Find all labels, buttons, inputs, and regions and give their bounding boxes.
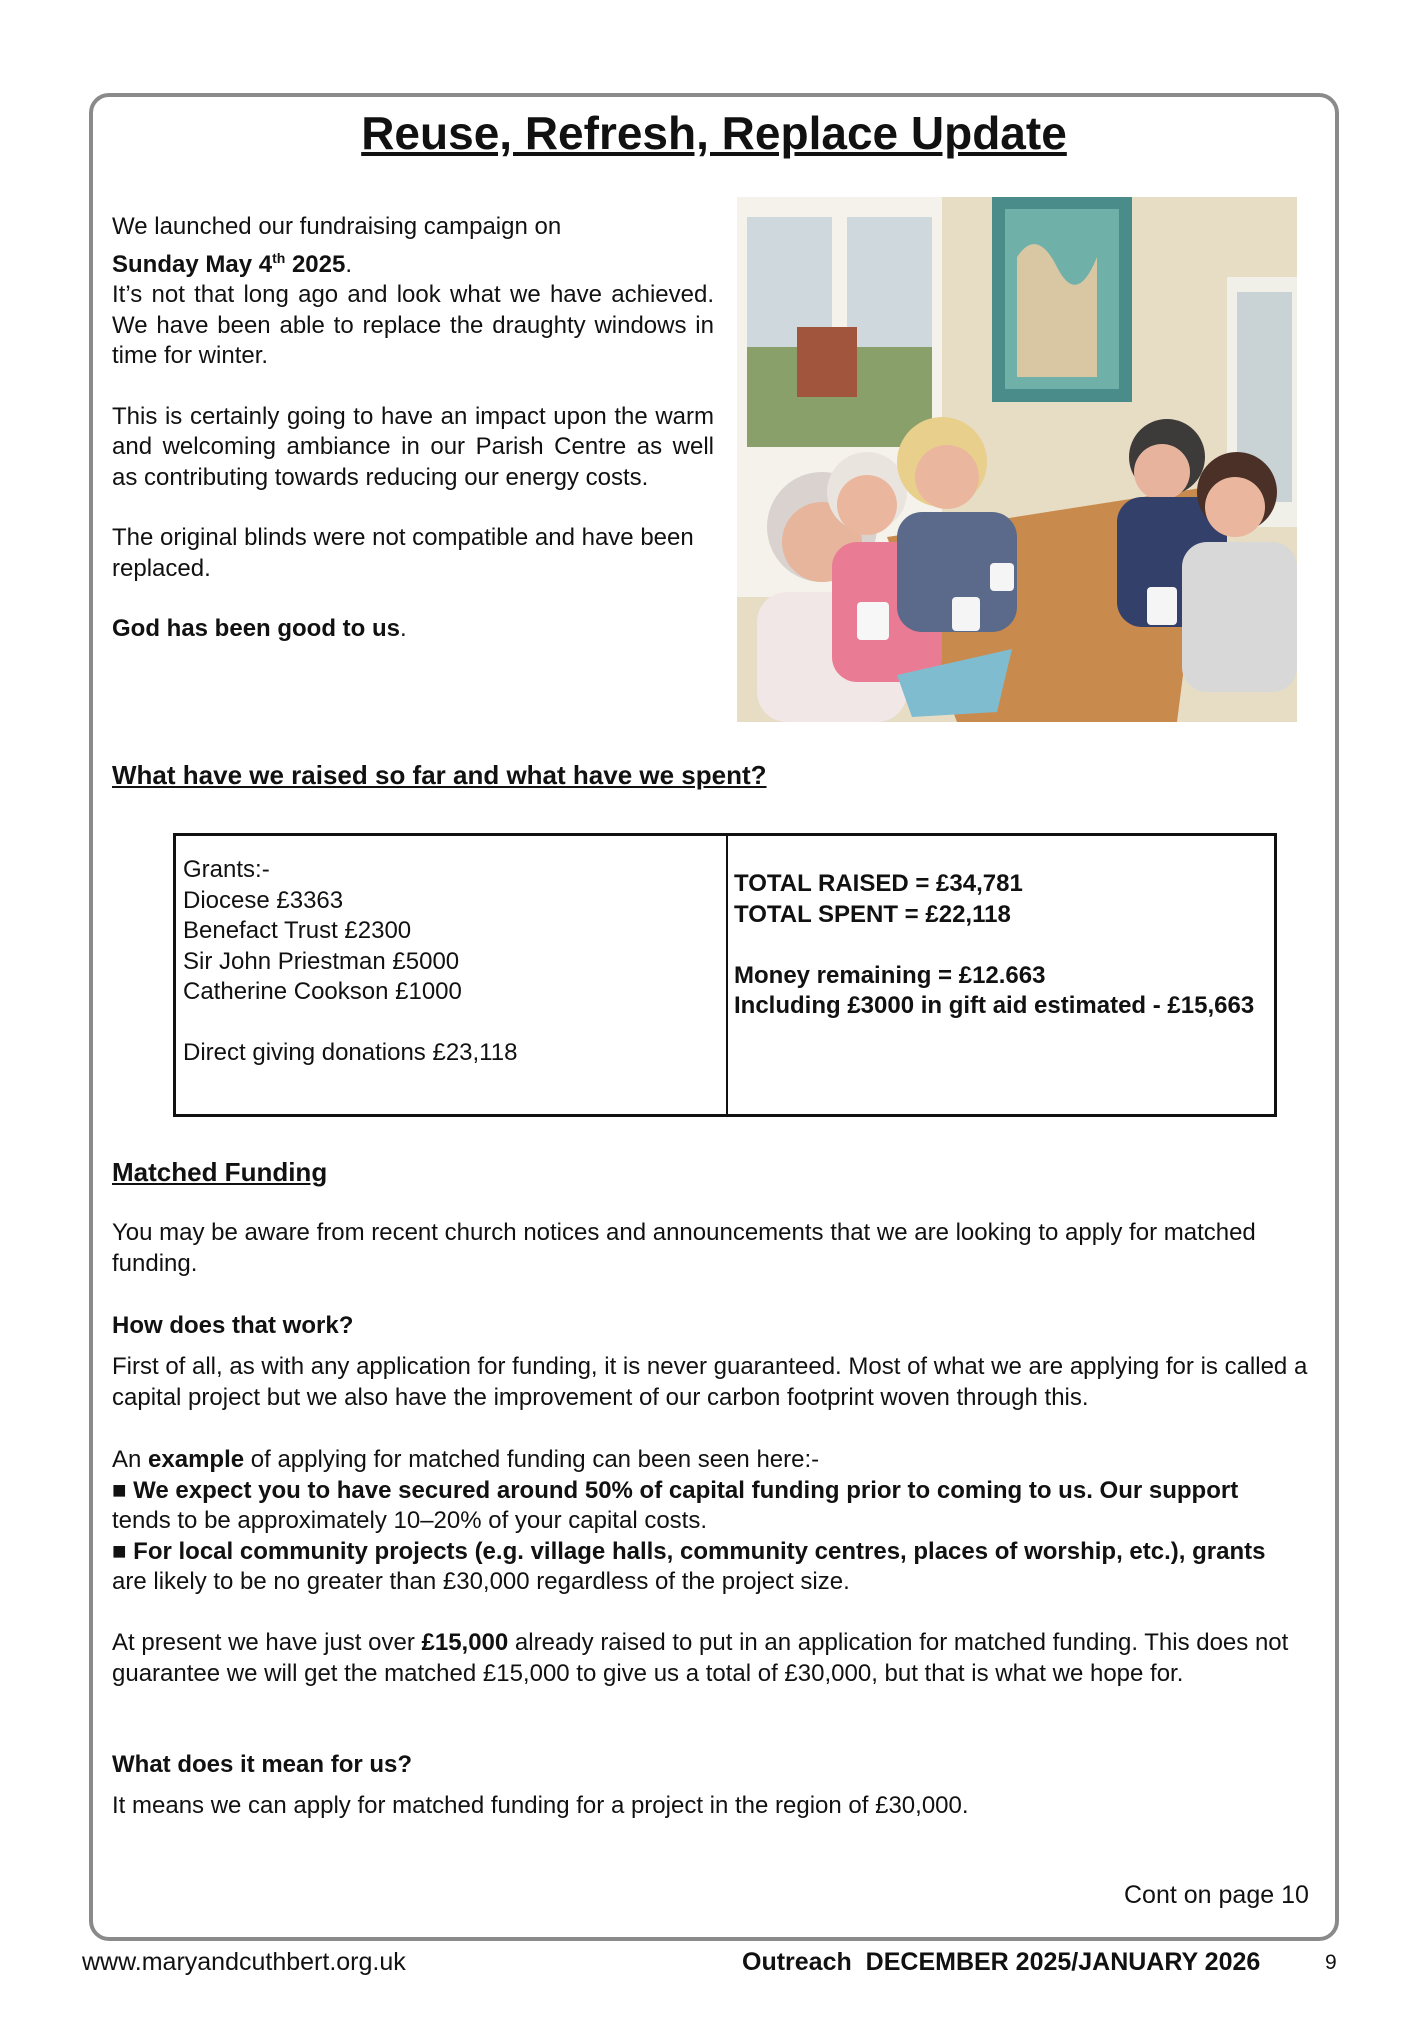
grants-line: Sir John Priestman £5000 bbox=[183, 947, 460, 975]
grants-line: Catherine Cookson £1000 bbox=[183, 978, 462, 1005]
grants-line: Grants:- bbox=[183, 856, 270, 883]
totals-line: TOTAL RAISED = £34,781 bbox=[734, 870, 1023, 897]
group-photo-illustration bbox=[737, 197, 1297, 722]
launch-date: Sunday May 4 bbox=[112, 250, 273, 278]
present-prefix: At present we have just over bbox=[112, 1629, 422, 1656]
raised-heading: What have we raised so far and what have we spent? bbox=[112, 760, 767, 790]
example-bold: example bbox=[148, 1446, 245, 1473]
footer-issue-date: DECEMBER 2025/JANUARY 2026 bbox=[865, 1948, 1261, 1976]
bullet-2: ■ For local community projects (e.g. village halls, community centres, places of worship, etc.), grants bbox=[112, 1537, 1266, 1565]
intro-p1-rest: It’s not that long ago and look what we have achieved. We have been able to replace the draughty windows in time for winter. bbox=[112, 281, 714, 369]
footer-website[interactable]: www.maryandcuthbert.org.uk bbox=[82, 1948, 406, 1976]
example-block bbox=[112, 1445, 1322, 1598]
totals-line-spacer bbox=[734, 930, 1264, 961]
footer-issue bbox=[742, 1948, 1260, 1977]
question-what-does-it-mean: What does it mean for us? bbox=[112, 1751, 413, 1778]
intro-text bbox=[112, 212, 714, 675]
intro-paragraph-3: The original blinds were not compatible and have been replaced. bbox=[112, 524, 694, 582]
group-photo bbox=[737, 197, 1297, 722]
totals-line: TOTAL SPENT = £22,118 bbox=[734, 900, 1011, 928]
footer-outreach: Outreach bbox=[742, 1948, 852, 1976]
bullet-1: ■ We expect you to have secured around 50% of capital funding prior to coming to us. Our support bbox=[112, 1476, 1239, 1504]
intro-paragraph-4 bbox=[112, 614, 714, 645]
matched-intro: You may be aware from recent church notices and announcements that we are looking to apply for matched funding. bbox=[112, 1219, 1256, 1277]
continuation-note: Cont on page 10 bbox=[1124, 1881, 1309, 1909]
bullet-2-rest: are likely to be no greater than £30,000 regardless of the project size. bbox=[112, 1568, 850, 1595]
intro-p4-bold: God has been good to us bbox=[112, 615, 400, 642]
grants-line: Benefact Trust £2300 bbox=[183, 917, 412, 944]
example-prefix: An bbox=[112, 1446, 149, 1473]
table-divider bbox=[726, 836, 728, 1114]
present-suffix: already raised to put in an application for matched funding. This does not guarantee we will get the matched £15,000 to give us a total of £30,000, but that is what we hope for. bbox=[112, 1629, 1289, 1687]
funding-table bbox=[173, 833, 1277, 1117]
date-suffix-sup: th bbox=[272, 249, 286, 266]
present-paragraph bbox=[112, 1628, 1317, 1689]
intro-p4-end: . bbox=[400, 615, 407, 642]
grants-cell bbox=[183, 855, 517, 1069]
question-how-does-that-work: How does that work? bbox=[112, 1312, 354, 1339]
grants-line-spacer bbox=[183, 1008, 517, 1039]
example-suffix: of applying for matched funding can been seen here:- bbox=[244, 1446, 820, 1473]
matched-heading: Matched Funding bbox=[112, 1157, 328, 1187]
intro-paragraph-1 bbox=[112, 212, 714, 372]
totals-line: Including £3000 in gift aid estimated - £15,663 bbox=[734, 992, 1255, 1019]
page-title: Reuse, Refresh, Replace Update bbox=[361, 107, 1067, 159]
present-bold-amount: £15,000 bbox=[421, 1629, 509, 1656]
bullet-1-rest: tends to be approximately 10–20% of your capital costs. bbox=[112, 1507, 708, 1534]
answer-what-does-it-mean: It means we can apply for matched funding for a project in the region of £30,000. bbox=[112, 1792, 969, 1819]
intro-paragraph-2: This is certainly going to have an impact upon the warm and welcoming ambiance in our Parish Centre as well as contributing towards reducing our energy costs. bbox=[112, 402, 714, 491]
grants-line: Direct giving donations £23,118 bbox=[183, 1039, 518, 1066]
launch-year: 2025 bbox=[285, 250, 346, 278]
grants-line: Diocese £3363 bbox=[183, 886, 344, 914]
intro-p1-end: . bbox=[345, 250, 353, 278]
page-number: 9 bbox=[1325, 1951, 1337, 1974]
totals-cell bbox=[734, 869, 1264, 1022]
intro-p1-line1: We launched our fundraising campaign on bbox=[112, 213, 562, 240]
totals-line: Money remaining = £12.663 bbox=[734, 961, 1046, 989]
answer-how-does-that-work: First of all, as with any application for funding, it is never guaranteed. Most of what we are applying for is called a capital project but we also have the improvement of our carbon footprint woven through this. bbox=[112, 1353, 1308, 1411]
